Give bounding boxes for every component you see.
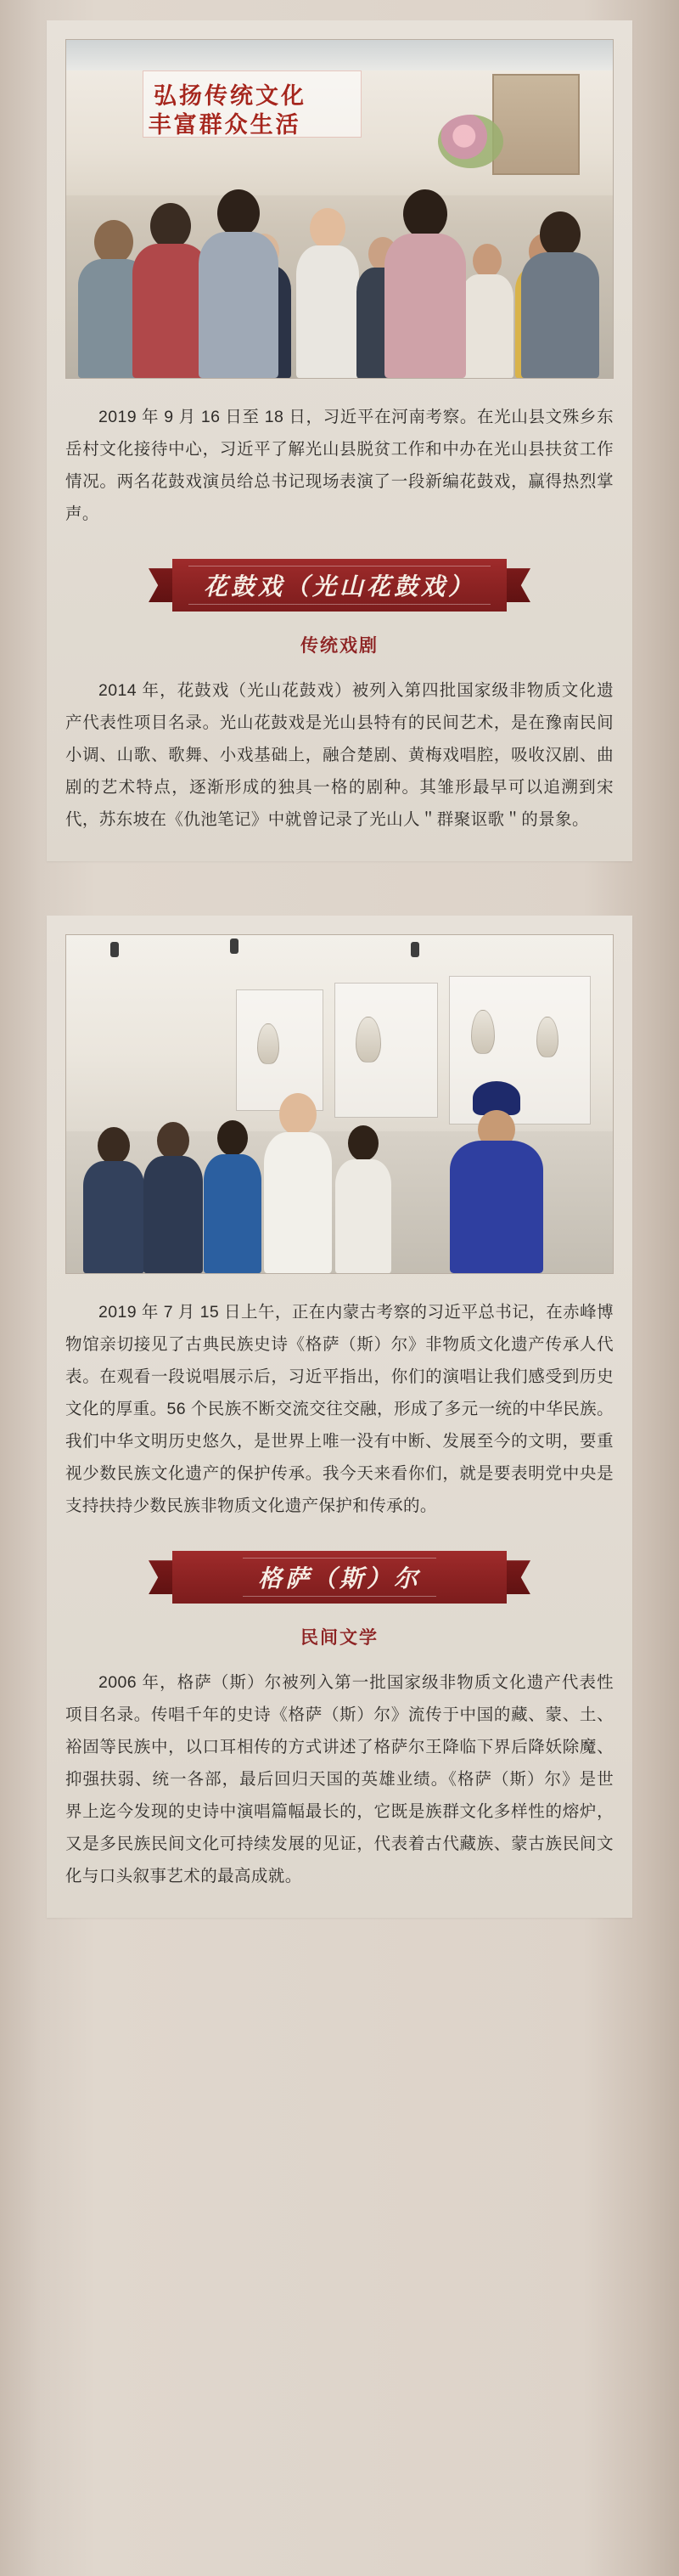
photo-person-head (157, 1122, 189, 1159)
photo-person-body (521, 252, 599, 378)
photo-artifact-vase (536, 1017, 558, 1057)
photo-person-body (199, 232, 278, 378)
photo-caption: 2019 年 9 月 16 日至 18 日，习近平在河南考察。在光山县文殊乡东岳村文化接待中心，习近平了解光山县脱贫工作和中办在光山县扶贫工作情况。两名花鼓戏演员给总书记现场表演了一段新编花鼓戏，赢得热烈掌声。 (65, 408, 614, 524)
photo-person-head (540, 211, 581, 257)
photo-doorway (492, 74, 580, 175)
photo-person-head (473, 244, 502, 278)
category-subtitle: 民间文学 (300, 1628, 379, 1649)
photo-flower-arrangement (438, 115, 503, 169)
ribbon-inner (243, 1558, 436, 1597)
photo-person-body (335, 1159, 391, 1273)
photo-crowd (66, 1084, 613, 1273)
banner-text-line1: 弘扬传统文化 (154, 82, 307, 109)
photo-guangshan-reception-center (65, 39, 614, 379)
section-card-gesar (47, 916, 632, 1918)
photo-person-xi (263, 1095, 333, 1273)
photo-person-head (94, 220, 133, 264)
photo-artifact-vase (471, 1010, 495, 1054)
photo-person-body (384, 234, 466, 378)
photo-ceiling-light (411, 942, 419, 957)
photo-person-body (204, 1154, 261, 1273)
ribbon-title-gesar (149, 1551, 530, 1604)
photo-person-head (217, 1120, 248, 1156)
photo-person (334, 1127, 392, 1273)
photo-person (203, 1122, 262, 1273)
photo-person-head (279, 1093, 317, 1136)
section-body-text: 2006 年，格萨（斯）尔被列入第一批国家级非物质文化遗产代表性项目名录。传唱千年的史诗《格萨（斯）尔》流传于中国的藏、蒙、土、裕固等民族中，以口耳相传的方式讲述了格萨尔王降临下界后降妖除魔、抑强扶弱、统一各部，最后回归天国的英雄业绩。《格萨（斯）尔》是世界上迄今发现的史诗中演唱篇幅最长的，它既是族群文化多样性的熔炉，又是多民族民间文化可持续发展的见证，代表着古代藏族、蒙古族民间文化与口头叙事艺术的最高成就。 (65, 1673, 614, 1886)
photo-person-head (403, 189, 447, 239)
photo-caption: 2019 年 7 月 15 日上午，正在内蒙古考察的习近平总书记，在赤峰博物馆亲切接见了古典民族史诗《格萨（斯）尔》非物质文化遗产传承人代表。在观看一段说唱展示后，习近平指出，你们的演唱让我们感受到历史文化的厚重。56 个民族不断交流交往交融，形成了多元一统的中华民族。我们中华文明历史悠久，是世界上唯一没有中断、发展至今的文明，要重视少数民族文化遗产的保护传承。我今天来看你们，就是要表明党中央是支持扶持少数民族非物质文化遗产保护和传承的。 (65, 1303, 614, 1516)
ribbon-label: 格萨（斯）尔 (257, 1566, 421, 1593)
section-card-huaguxi (47, 20, 632, 861)
photo-ceiling-light (110, 942, 119, 957)
ribbon-banner (172, 1551, 507, 1604)
photo-person (82, 1129, 145, 1273)
photo-person-inheritor (449, 1078, 544, 1273)
photo-person-foreground (520, 217, 600, 378)
photo-person-head (310, 208, 345, 249)
photo-person-body (264, 1132, 332, 1273)
ribbon-banner (172, 559, 507, 612)
category-subtitle: 传统戏剧 (300, 636, 379, 657)
ribbon-title-huaguxi (149, 559, 530, 612)
photo-person-head (150, 203, 191, 249)
photo-crowd (66, 168, 613, 378)
photo-person-head (217, 189, 260, 237)
photo-person-body (83, 1161, 144, 1273)
photo-person-foreground (384, 196, 467, 378)
photo-person (143, 1124, 204, 1273)
photo-person-xi (295, 208, 360, 378)
article-page (0, 20, 679, 1952)
photo-ceiling-light (230, 939, 238, 954)
photo-person-body (450, 1141, 543, 1273)
section-body-text: 2014 年，花鼓戏（光山花鼓戏）被列入第四批国家级非物质文化遗产代表性项目名录。光山花鼓戏是光山县特有的民间艺术，是在豫南民间小调、山歌、歌舞、小戏基础上，融合楚剧、黄梅戏唱腔，吸收汉剧、曲剧的艺术特点，逐渐形成的独具一格的剧种。其雏形最早可以追溯到宋代，苏东坡在《仇池笔记》中就曾记录了光山人＂群聚讴歌＂的景象。 (65, 681, 614, 830)
ribbon-label: 花鼓戏（光山花鼓戏） (203, 574, 475, 601)
banner-text-line2: 丰富群众生活 (148, 111, 301, 138)
ribbon-inner (188, 566, 491, 605)
photo-person-head (348, 1125, 379, 1161)
photo-person (460, 245, 514, 378)
photo-chifeng-museum (65, 934, 614, 1274)
photo-person-foreground (198, 196, 279, 378)
photo-ceiling (66, 40, 613, 70)
photo-person-body (143, 1156, 203, 1273)
photo-person-body (296, 245, 359, 378)
section-gap (0, 861, 679, 916)
photo-person-body (461, 274, 513, 378)
photo-person-head (98, 1127, 130, 1164)
